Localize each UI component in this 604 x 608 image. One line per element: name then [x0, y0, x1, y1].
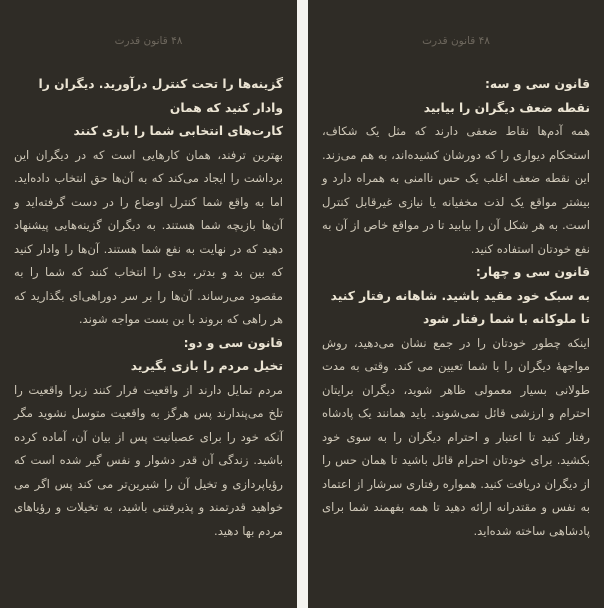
- paragraph: همه آدم‌ها نقاط ضعفی دارند که مثل یک شکاف، استحکام دیواری را که دورشان کشیده‌اند، به هم می‌زند. این نقطه ضعف اغلب یک حس ناامنی به همراه دارد و بیشتر مواقع یک لذت مخفیانه یا نیازی غیرقابل کنترل است. به هر شکل آن را بیابید تا در مواقع خاص از آن به نفع خودتان استفاده کنید.: [322, 124, 590, 256]
- paragraph: اینکه چطور خودتان را در جمع نشان می‌دهید، روش مواجههٔ دیگران را با شما تعیین می کند. وقتی به مدت طولانی بسیار معمولی ظاهر شوید، دیگران برایتان احترام و ارزشی قائل نمی‌شوند. باید همانند یک پادشاه رفتار کنید تا اعتبار و احترام دیگران را به سوی خود بکشید. برای خودتان احترام قائل باشید تا همان حس را از دیگران دریافت کنید. همواره رفتاری سرشار از اعتماد به نفس و مقتدرانه ارائه دهید تا همه بفهمند شما برای پادشاهی ساخته شده‌اید.: [322, 335, 590, 538]
- heading: کارت‌های انتخابی شما را بازی کنند: [73, 124, 283, 138]
- right-page[interactable]: [308, 0, 604, 608]
- page-header: ۴۸ قانون قدرت: [114, 35, 183, 47]
- paragraph: بهترین ترفند، همان کارهایی است که در دیگران این برداشت را ایجاد می‌کند که به آن‌ها حق انتخاب داده‌اید. اما به واقع شما کنترل اوضاع را در دست گرفته‌اید و آن‌ها بازیچه شما هستند. به دیگران گزینه‌هایی پیشنهاد دهید که در نهایت به نفع شما هستند. آن‌ها را وادار کنید که بین بد و بدتر، بدی را انتخاب کنند که شما را به مقصود می‌رساند. آن‌ها را بر سر دوراهی‌ای بگذارید که هر راهی که بروند با بن بست مواجه شوند.: [14, 147, 283, 326]
- heading: قانون سی و سه:: [485, 77, 590, 91]
- heading: قانون سی و چهار:: [475, 265, 590, 279]
- page-divider: [297, 0, 308, 608]
- heading: تخیل مردم را بازی بگیرید: [130, 359, 283, 373]
- paragraph: مردم تمایل دارند از واقعیت فرار کنند زیرا واقعیت را تلخ می‌پندارند پس هرگز به واقعیت متوسل نشوید مگر آنکه خود را برای عصبانیت پس از بیان آن، آماده کرده باشید. زندگی آن قدر دشوار و نفس گیر شده است که رؤیاپردازی و تخیل آن را شیرین‌تر می کند پس اگر می خواهید قدرتمند و پذیرفتنی باشید، به تخیلات و رؤیاهای مردم بها دهید.: [14, 382, 283, 538]
- heading: به سبک خود مقید باشید. شاهانه رفتار کنید تا ملوکانه با شما رفتار شود: [330, 288, 590, 326]
- heading: گزینه‌ها را تحت کنترل درآورید. دیگران را وادار کنید که همان: [38, 77, 283, 115]
- heading: قانون سی و دو:: [183, 335, 283, 350]
- page-body: [14, 73, 283, 543]
- left-page[interactable]: [0, 0, 297, 608]
- heading: نقطه ضعف دیگران را بیابید: [423, 100, 590, 115]
- page-header: ۴۸ قانون قدرت: [422, 35, 490, 47]
- page-body: [322, 73, 590, 543]
